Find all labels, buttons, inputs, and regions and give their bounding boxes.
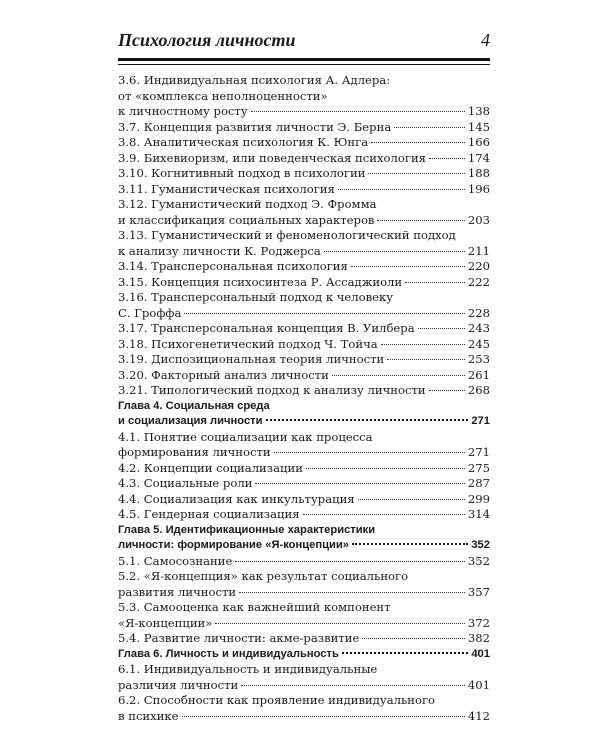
- toc-entry-title: 3.21. Типологический подход к анализу личности: [118, 383, 426, 397]
- toc-entry-title: 3.12. Гуманистический подход Э. Фромма: [118, 197, 377, 211]
- toc-entry-line: [118, 430, 490, 446]
- table-of-contents: [118, 73, 490, 724]
- toc-entry-line: [118, 306, 490, 322]
- toc-entry-title: 3.14. Трансперсональная психология: [118, 259, 348, 273]
- toc-entry-title: 3.13. Гуманистический и феноменологический подход: [118, 228, 456, 242]
- toc-entry-title: от «комплекса неполноценности»: [118, 88, 328, 103]
- toc-entry-line: [118, 259, 490, 275]
- toc-entry-line: [118, 461, 490, 477]
- toc-entry-line: [118, 104, 490, 120]
- toc-entry-line: [118, 135, 490, 151]
- toc-chapter-line: [118, 399, 490, 415]
- toc-entry-title: 3.16. Трансперсональный подход к человеку: [118, 290, 394, 304]
- toc-page-number: 372: [467, 615, 490, 630]
- toc-page-number: 352: [471, 539, 490, 551]
- toc-entry-title: в психике: [118, 708, 179, 723]
- dot-leader: [332, 375, 465, 376]
- dot-leader: [429, 158, 465, 159]
- toc-entry-title: и классификация социальных характеров: [118, 212, 375, 227]
- toc-page-number: 228: [467, 305, 490, 320]
- toc-page-number: 220: [467, 259, 490, 273]
- dot-leader: [182, 716, 465, 717]
- toc-chapter-line: [118, 414, 490, 430]
- dot-leader: [387, 359, 465, 360]
- toc-page-number: 382: [467, 631, 490, 645]
- toc-entry-title: 3.20. Факторный анализ личности: [118, 367, 329, 382]
- toc-entry-line: [118, 197, 490, 213]
- toc-entry-line: [118, 368, 490, 384]
- toc-entry-line: [118, 709, 490, 725]
- dot-leader: [215, 623, 464, 624]
- dot-leader: [362, 638, 465, 639]
- toc-page-number: 196: [467, 181, 490, 196]
- toc-page-number: 245: [467, 336, 490, 351]
- running-title: Психология личности: [118, 30, 296, 50]
- running-header: [118, 28, 490, 58]
- toc-entry-title: 6.2. Способности как проявление индивидуального: [118, 693, 436, 707]
- toc-page-number: 145: [467, 119, 490, 134]
- toc-entry-line: [118, 476, 490, 492]
- toc-page-number: 412: [467, 708, 490, 723]
- toc-entry-line: [118, 151, 490, 167]
- toc-entry-line: [118, 321, 490, 337]
- dot-leader: [342, 652, 468, 654]
- toc-page-number: 203: [467, 212, 490, 227]
- toc-entry-title: 3.17. Трансперсональная концепция В. Уилбера: [118, 321, 415, 335]
- toc-entry-title: 4.1. Понятие социализации как процесса: [118, 429, 373, 444]
- toc-entry-line: [118, 616, 490, 632]
- toc-chapter-line: [118, 523, 490, 539]
- dot-leader: [351, 266, 465, 267]
- toc-entry-line: [118, 492, 490, 508]
- toc-page-number: 275: [467, 460, 490, 475]
- toc-entry-title: формирования личности: [118, 445, 271, 459]
- toc-page-number: 268: [467, 383, 490, 397]
- toc-entry-title: 3.8. Аналитическая психология К. Юнга: [118, 135, 369, 149]
- dot-leader: [352, 543, 468, 545]
- dot-leader: [394, 127, 465, 128]
- toc-entry-line: [118, 445, 490, 461]
- toc-page-number: 261: [467, 367, 490, 382]
- toc-entry-line: [118, 352, 490, 368]
- toc-entry-title: 3.18. Психогенетический подход Ч. Тойча: [118, 336, 378, 351]
- toc-entry-line: [118, 678, 490, 694]
- dot-leader: [338, 189, 465, 190]
- dot-leader: [239, 592, 465, 593]
- toc-entry-line: [118, 166, 490, 182]
- toc-entry-title: 5.3. Самооценка как важнейший компонент: [118, 600, 391, 614]
- toc-entry-title: 4.5. Гендерная социализация: [118, 507, 300, 521]
- toc-entry-title: развития личности: [118, 584, 237, 599]
- dot-leader: [303, 514, 465, 515]
- toc-page-number: 271: [471, 415, 490, 427]
- page-number: 4: [481, 30, 490, 50]
- header-rule-thin: [118, 64, 490, 65]
- toc-entry-title: С. Гроффа: [118, 305, 182, 320]
- toc-chapter-line: [118, 538, 490, 554]
- toc-entry-title: 6.1. Индивидуальность и индивидуальные: [118, 662, 378, 676]
- toc-entry-title: к личностному росту: [118, 104, 248, 118]
- toc-entry-line: [118, 73, 490, 89]
- toc-entry-title: 4.3. Социальные роли: [118, 476, 253, 490]
- toc-entry-line: [118, 662, 490, 678]
- dot-leader: [368, 173, 464, 174]
- toc-entry-line: [118, 182, 490, 198]
- toc-page-number: 287: [467, 476, 490, 490]
- toc-page-number: 352: [467, 553, 490, 568]
- toc-entry-title: 5.2. «Я-концепция» как результат социального: [118, 569, 409, 583]
- header-rule-thick: [118, 58, 490, 61]
- toc-entry-line: [118, 600, 490, 616]
- toc-page-number: 174: [467, 150, 490, 165]
- toc-entry-title: различия личности: [118, 677, 239, 692]
- dot-leader: [266, 419, 469, 421]
- dot-leader: [241, 685, 465, 686]
- dot-leader: [255, 483, 464, 484]
- toc-page-number: 401: [467, 677, 490, 692]
- toc-entry-line: [118, 554, 490, 570]
- toc-entry-line: [118, 585, 490, 601]
- dot-leader: [418, 328, 465, 329]
- toc-page-number: 401: [471, 647, 490, 660]
- toc-entry-line: [118, 693, 490, 709]
- toc-page-number: 253: [467, 352, 490, 366]
- dot-leader: [358, 499, 465, 500]
- toc-entry-title: 5.4. Развитие личности: акме-развитие: [118, 631, 360, 645]
- toc-entry-title: 3.7. Концепция развития личности Э. Берна: [118, 119, 392, 134]
- toc-entry-title: 3.15. Концепция психосинтеза Р. Ассаджиоли: [118, 274, 403, 289]
- toc-entry-line: [118, 213, 490, 229]
- dot-leader: [405, 282, 465, 283]
- toc-entry-line: [118, 120, 490, 136]
- toc-entry-title: 3.9. Бихевиоризм, или поведенческая психология: [118, 150, 426, 165]
- dot-leader: [306, 468, 465, 469]
- toc-entry-title: Глава 4. Социальная среда: [118, 399, 270, 412]
- dot-leader: [251, 111, 465, 112]
- toc-entry-title: к анализу личности К. Роджерса: [118, 243, 321, 258]
- toc-page-number: 271: [467, 445, 490, 459]
- toc-entry-line: [118, 275, 490, 291]
- toc-entry-title: личности: формирование «Я-концепции»: [118, 539, 349, 551]
- dot-leader: [377, 220, 464, 221]
- toc-chapter-line: [118, 647, 490, 663]
- toc-entry-title: «Я-концепции»: [118, 615, 213, 630]
- toc-entry-title: Глава 5. Идентификационные характеристики: [118, 523, 376, 536]
- toc-entry-title: и социализация личности: [118, 415, 263, 427]
- dot-leader: [381, 344, 465, 345]
- dot-leader: [324, 251, 465, 252]
- toc-entry-title: 3.6. Индивидуальная психология А. Адлера:: [118, 73, 391, 87]
- toc-entry-line: [118, 290, 490, 306]
- toc-page-number: 166: [467, 135, 490, 149]
- toc-page-number: 211: [467, 243, 490, 258]
- toc-page-number: 222: [467, 274, 490, 289]
- dot-leader: [429, 390, 465, 391]
- toc-entry-line: [118, 507, 490, 523]
- toc-entry-title: 3.11. Гуманистическая психология: [118, 181, 335, 196]
- toc-entry-line: [118, 228, 490, 244]
- dot-leader: [371, 142, 465, 143]
- toc-entry-title: Глава 6. Личность и индивидуальность: [118, 647, 339, 660]
- dot-leader: [235, 561, 465, 562]
- toc-entry-line: [118, 89, 490, 105]
- toc-entry-title: 3.10. Когнитивный подход в психологии: [118, 166, 366, 180]
- toc-entry-title: 4.4. Социализация как инкультурация: [118, 491, 355, 506]
- toc-entry-line: [118, 337, 490, 353]
- toc-entry-line: [118, 383, 490, 399]
- toc-page-number: 243: [467, 321, 490, 335]
- toc-page-number: 188: [467, 166, 490, 180]
- toc-page-number: 299: [467, 491, 490, 506]
- toc-entry-title: 5.1. Самосознание: [118, 553, 233, 568]
- toc-entry-line: [118, 631, 490, 647]
- dot-leader: [274, 452, 465, 453]
- toc-entry-line: [118, 244, 490, 260]
- toc-page-number: 357: [467, 584, 490, 599]
- toc-entry-line: [118, 569, 490, 585]
- toc-page-number: 138: [467, 104, 490, 118]
- toc-entry-title: 4.2. Концепции социализации: [118, 460, 303, 475]
- toc-page-number: 314: [467, 507, 490, 521]
- dot-leader: [184, 313, 464, 314]
- toc-entry-title: 3.19. Диспозициональная теория личности: [118, 352, 385, 366]
